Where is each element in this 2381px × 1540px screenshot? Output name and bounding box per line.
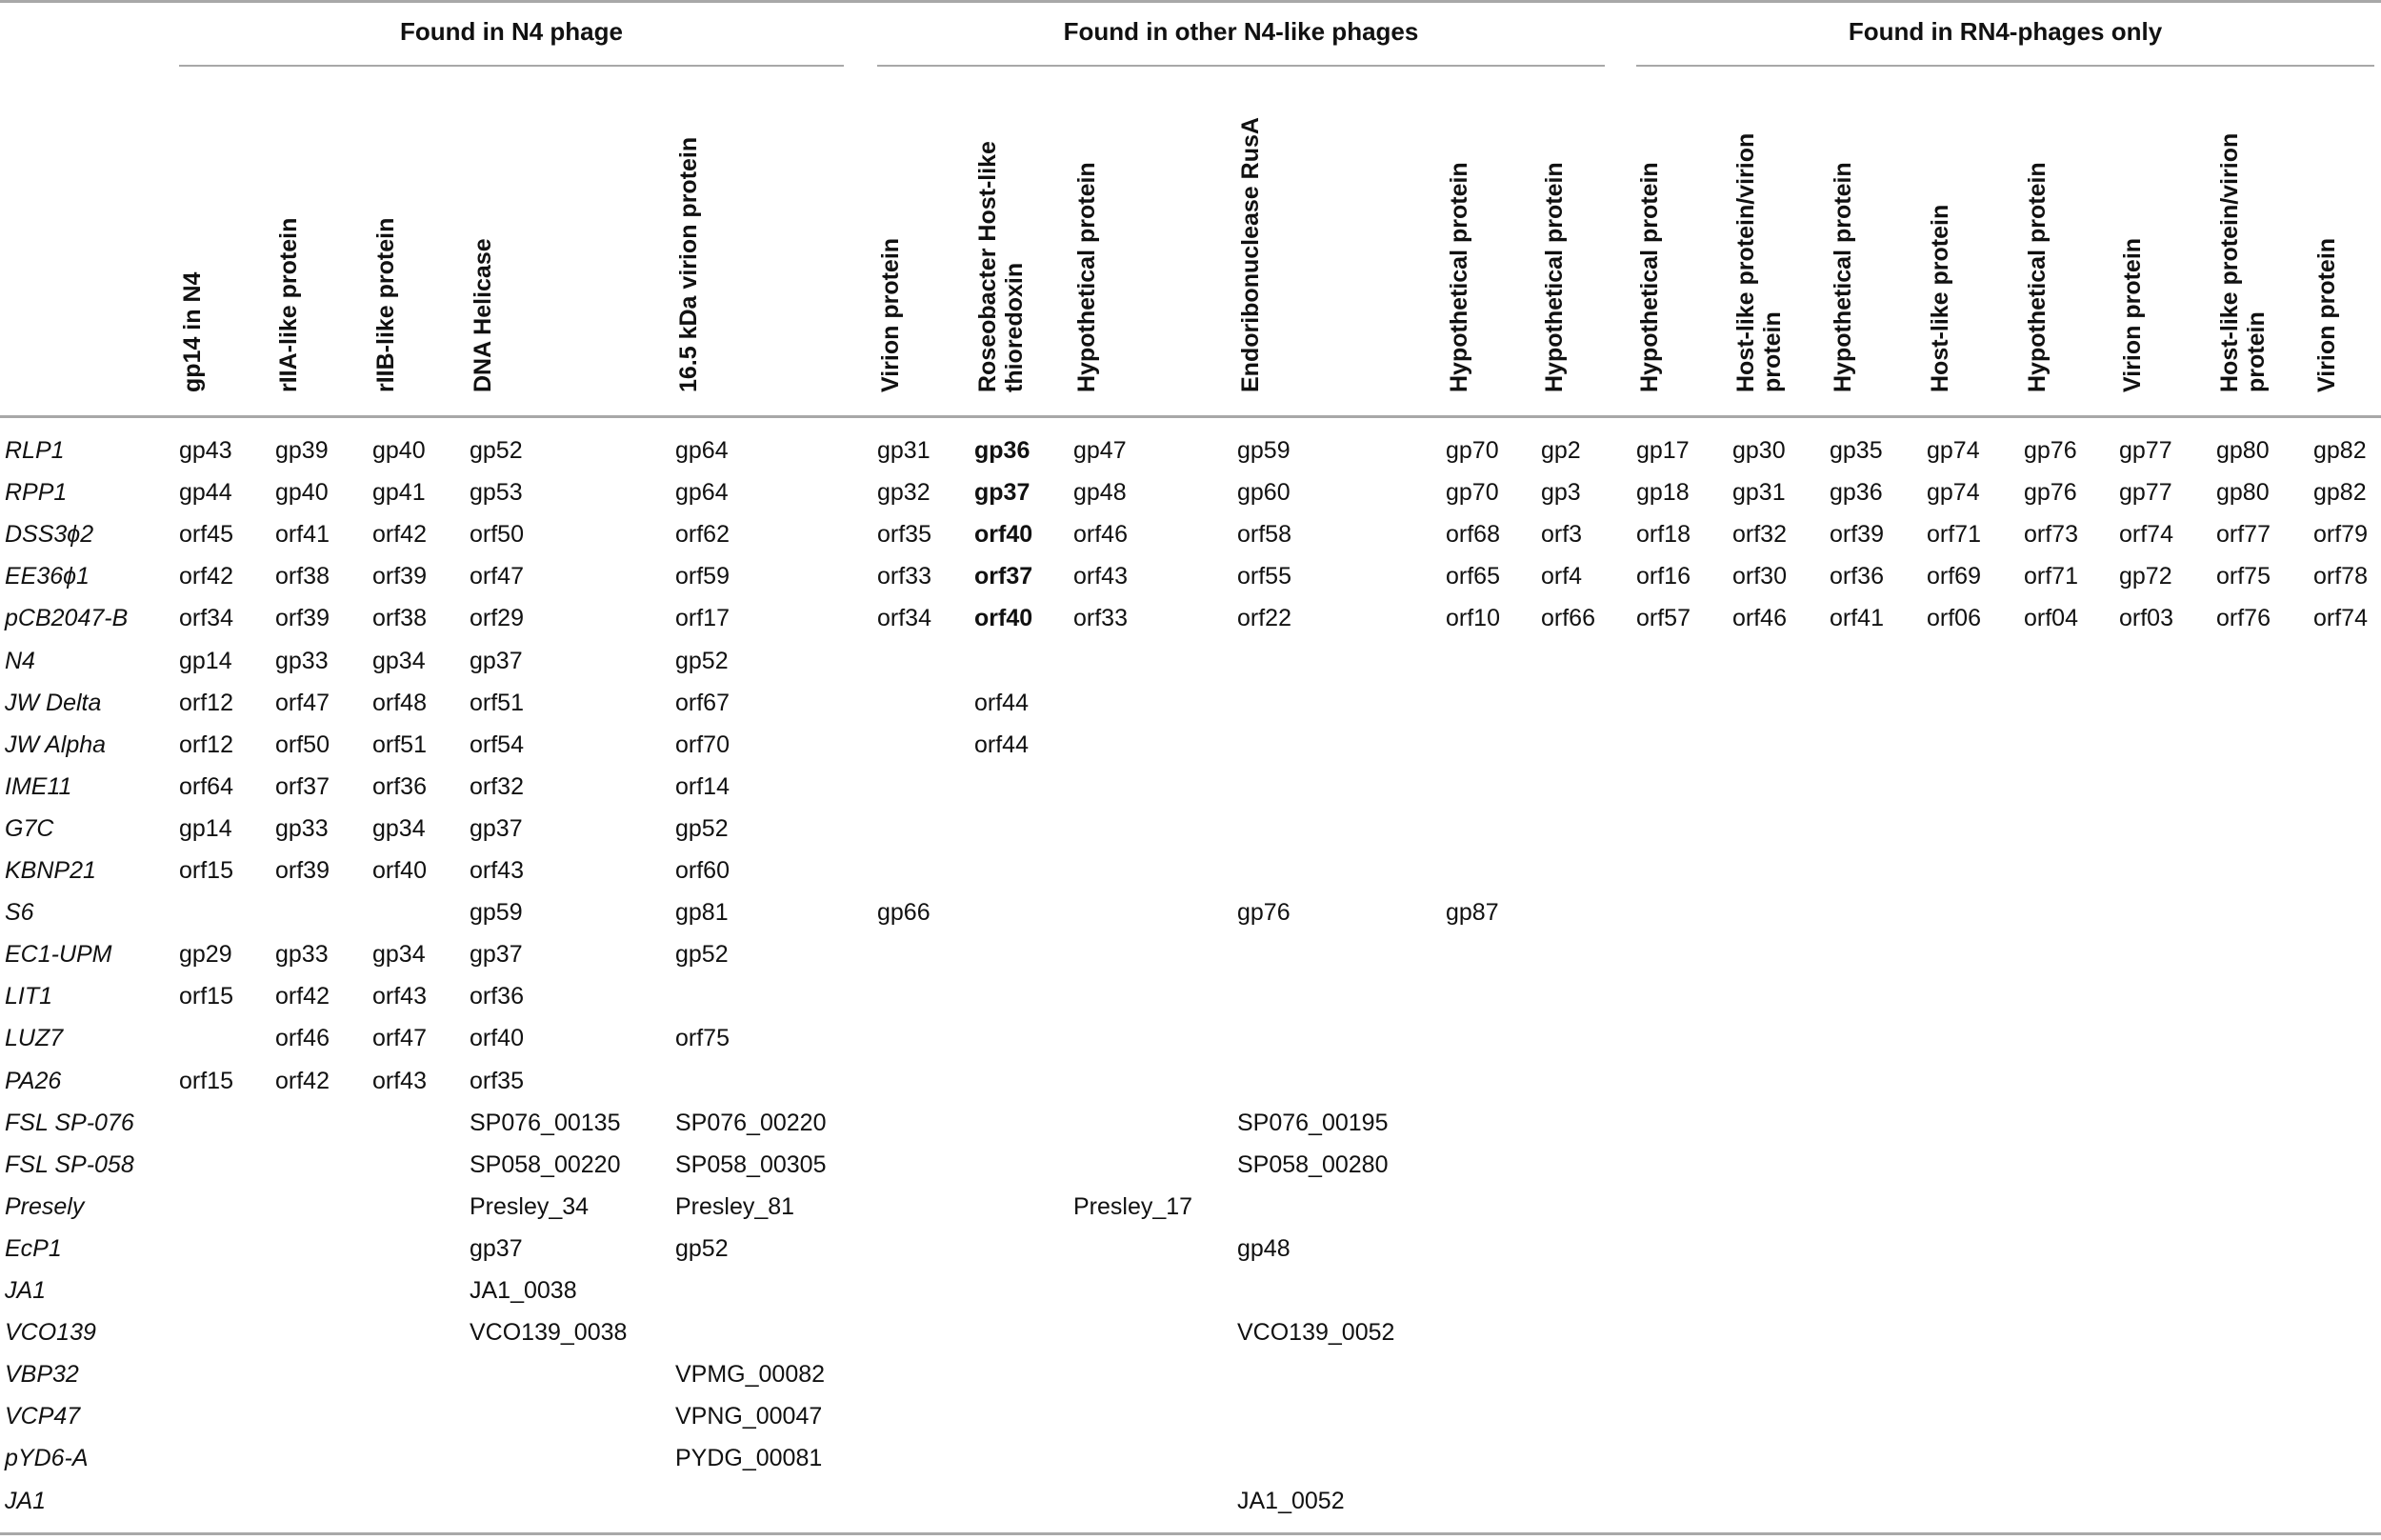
table-cell: orf15: [179, 1067, 233, 1094]
table-cell: orf75: [2216, 563, 2271, 590]
column-header: [1830, 71, 1856, 392]
table-cell: orf22: [1237, 605, 1291, 632]
table-cell: orf79: [2313, 521, 2368, 549]
table-cell: orf64: [179, 772, 233, 800]
table-cell: gp76: [2024, 479, 2077, 507]
table-cell: gp31: [1732, 479, 1786, 507]
row-label: LIT1: [5, 983, 53, 1010]
column-header-label: Host-like protein: [1927, 204, 1953, 392]
table-cell: orf77: [2216, 521, 2271, 549]
table-cell: orf42: [275, 983, 330, 1010]
table-cell: gp14: [179, 647, 232, 674]
table-cell: gp2: [1541, 437, 1581, 464]
table-cell: gp76: [1237, 899, 1291, 927]
table-cell: orf12: [179, 730, 233, 758]
table-cell: orf17: [675, 605, 730, 632]
table-cell: gp80: [2216, 479, 2270, 507]
table-cell: orf38: [372, 605, 427, 632]
table-cell: orf78: [2313, 563, 2368, 590]
table-cell: orf43: [372, 983, 427, 1010]
table-cell: gp44: [179, 479, 232, 507]
column-header: [1446, 71, 1472, 392]
column-header: [2313, 71, 2340, 392]
row-label: FSL SP-058: [5, 1150, 134, 1178]
table-cell: gp48: [1073, 479, 1127, 507]
table-cell: orf54: [470, 730, 524, 758]
table-cell: orf43: [1073, 563, 1128, 590]
row-label: IME11: [5, 772, 72, 800]
row-label: DSS3ϕ2: [5, 521, 94, 549]
table-cell: VPNG_00047: [675, 1403, 823, 1430]
column-header: [2119, 71, 2146, 392]
row-label: G7C: [5, 814, 54, 842]
table-cell: Presley_17: [1073, 1192, 1193, 1220]
table-cell: orf46: [1732, 605, 1787, 632]
table-cell: orf36: [1830, 563, 1884, 590]
table-cell: orf37: [275, 772, 330, 800]
table-cell: gp32: [877, 479, 930, 507]
table-cell: gp82: [2313, 479, 2367, 507]
table-cell: orf29: [470, 605, 524, 632]
table-cell: orf62: [675, 521, 730, 549]
table-cell: orf41: [1830, 605, 1884, 632]
table-cell: Presley_81: [675, 1192, 795, 1220]
table-cell: orf51: [372, 730, 427, 758]
table-cell: orf04: [2024, 605, 2078, 632]
table-cell: gp81: [675, 899, 729, 927]
table-cell: Presley_34: [470, 1192, 590, 1220]
table-cell: orf3: [1541, 521, 1583, 549]
row-label: N4: [5, 647, 35, 674]
table-cell: JA1_0038: [470, 1277, 577, 1304]
table-cell: orf44: [974, 730, 1029, 758]
column-header-label: Hypothetical protein: [1830, 162, 1856, 392]
bottom-rule: [0, 1532, 2381, 1535]
table-cell: gp52: [675, 1234, 729, 1262]
table-cell: orf71: [1927, 521, 1981, 549]
table-cell: orf40: [470, 1025, 524, 1052]
column-header-label: Hypothetical protein: [1541, 162, 1568, 392]
table-cell: gp87: [1446, 899, 1499, 927]
table-cell: orf42: [372, 521, 427, 549]
table-cell: orf18: [1636, 521, 1691, 549]
table-cell: orf74: [2313, 605, 2368, 632]
table-cell: gp33: [275, 941, 329, 969]
column-header: [675, 71, 702, 392]
table-cell: orf12: [179, 689, 233, 716]
column-header-label: Hypothetical protein: [1636, 162, 1663, 392]
table-cell: orf47: [275, 689, 330, 716]
table-cell: gp37: [470, 1234, 523, 1262]
table-cell: orf16: [1636, 563, 1691, 590]
column-header: [2216, 71, 2270, 392]
table-cell: gp37: [974, 479, 1030, 507]
table-cell: orf76: [2216, 605, 2271, 632]
table-cell: orf59: [675, 563, 730, 590]
column-header-label: DNA Helicase: [470, 238, 496, 392]
table-cell: gp17: [1636, 437, 1690, 464]
table-cell: gp59: [1237, 437, 1291, 464]
column-header-label: Virion protein: [877, 237, 904, 392]
table-cell: gp31: [877, 437, 930, 464]
table-cell: orf60: [675, 857, 730, 884]
column-header-label: Hypothetical protein: [1073, 162, 1100, 392]
table-cell: gp77: [2119, 437, 2172, 464]
table-cell: orf38: [275, 563, 330, 590]
table-cell: orf55: [1237, 563, 1291, 590]
column-header: [1541, 71, 1568, 392]
table-cell: gp30: [1732, 437, 1786, 464]
table-cell: gp37: [470, 814, 523, 842]
table-cell: gp52: [675, 941, 729, 969]
row-label: FSL SP-076: [5, 1109, 134, 1136]
row-label: EE36ϕ1: [5, 563, 90, 590]
table-cell: gp29: [179, 941, 232, 969]
table-cell: gp34: [372, 814, 426, 842]
table-cell: gp43: [179, 437, 232, 464]
table-cell: orf34: [877, 605, 931, 632]
table-cell: orf42: [275, 1067, 330, 1094]
column-header: [470, 71, 496, 392]
group-header-rn4-only: Found in RN4-phages only: [1848, 17, 2163, 46]
table-cell: orf15: [179, 983, 233, 1010]
table-cell: gp41: [372, 479, 426, 507]
table-cell: orf46: [1073, 521, 1128, 549]
table-cell: orf42: [179, 563, 233, 590]
table-cell: orf06: [1927, 605, 1981, 632]
column-header-label: Virion protein: [2313, 237, 2340, 392]
table-cell: orf47: [372, 1025, 427, 1052]
column-header: [372, 71, 399, 392]
table-cell: orf65: [1446, 563, 1500, 590]
table-cell: SP058_00305: [675, 1150, 827, 1178]
table-cell: gp40: [372, 437, 426, 464]
group-underline: [179, 65, 844, 67]
table-cell: VCO139_0038: [470, 1319, 628, 1347]
row-label: JW Delta: [5, 689, 102, 716]
table-cell: gp36: [1830, 479, 1883, 507]
row-label: JA1: [5, 1277, 47, 1304]
table-cell: gp3: [1541, 479, 1581, 507]
group-underline: [1636, 65, 2374, 67]
row-label: VCO139: [5, 1319, 96, 1347]
table-cell: gp35: [1830, 437, 1883, 464]
table-cell: orf32: [470, 772, 524, 800]
table-cell: orf33: [877, 563, 931, 590]
row-label: RPP1: [5, 479, 68, 507]
table-cell: gp66: [877, 899, 930, 927]
row-label: JW Alpha: [5, 730, 107, 758]
table-cell: gp33: [275, 814, 329, 842]
table-cell: gp70: [1446, 437, 1499, 464]
column-header-label: Hypothetical protein: [1446, 162, 1472, 392]
table-cell: gp18: [1636, 479, 1690, 507]
table-cell: orf40: [372, 857, 427, 884]
table-cell: orf35: [877, 521, 931, 549]
table-cell: gp40: [275, 479, 329, 507]
table-cell: orf36: [372, 772, 427, 800]
column-header-label: Roseobacter Host-like thioredoxin: [974, 141, 1028, 392]
group-header-other-n4-like: Found in other N4-like phages: [1063, 17, 1419, 46]
table-cell: orf15: [179, 857, 233, 884]
table-cell: gp52: [675, 647, 729, 674]
table-cell: orf40: [974, 521, 1033, 549]
table-cell: orf32: [1732, 521, 1787, 549]
table-cell: gp77: [2119, 479, 2172, 507]
table-cell: orf75: [675, 1025, 730, 1052]
table-cell: SP076_00220: [675, 1109, 827, 1136]
row-label: LUZ7: [5, 1025, 64, 1052]
table-cell: JA1_0052: [1237, 1487, 1345, 1514]
table-cell: orf44: [974, 689, 1029, 716]
column-header: [179, 71, 206, 392]
table-cell: SP076_00135: [470, 1109, 621, 1136]
column-header-label: rIIA-like protein: [275, 217, 302, 392]
table-cell: orf68: [1446, 521, 1500, 549]
table-cell: orf51: [470, 689, 524, 716]
column-header: [974, 71, 1028, 392]
column-header: [2024, 71, 2051, 392]
row-label: RLP1: [5, 437, 65, 464]
column-header-label: Virion protein: [2119, 237, 2146, 392]
table-cell: orf39: [275, 605, 330, 632]
table-cell: gp60: [1237, 479, 1291, 507]
table-cell: SP058_00280: [1237, 1150, 1389, 1178]
table-cell: orf41: [275, 521, 330, 549]
table-cell: orf14: [675, 772, 730, 800]
top-rule: [0, 0, 2381, 3]
column-header: [275, 71, 302, 392]
table-cell: gp34: [372, 941, 426, 969]
group-underline: [877, 65, 1605, 67]
header-rule: [0, 415, 2381, 418]
table-cell: orf34: [179, 605, 233, 632]
table-cell: orf33: [1073, 605, 1128, 632]
column-header: [1237, 71, 1264, 392]
column-header-label: 16.5 kDa virion protein: [675, 136, 702, 392]
row-label: Presely: [5, 1192, 85, 1220]
table-cell: gp80: [2216, 437, 2270, 464]
column-header: [1927, 71, 1953, 392]
table-cell: orf03: [2119, 605, 2173, 632]
row-label: PA26: [5, 1067, 62, 1094]
table-cell: orf70: [675, 730, 730, 758]
row-label: JA1: [5, 1487, 47, 1514]
column-header-label: Endoribonuclease RusA: [1237, 117, 1264, 392]
row-label: EC1-UPM: [5, 941, 112, 969]
table-cell: SP058_00220: [470, 1150, 621, 1178]
table-cell: SP076_00195: [1237, 1109, 1389, 1136]
table-cell: orf67: [675, 689, 730, 716]
table-cell: orf43: [372, 1067, 427, 1094]
table-cell: orf50: [470, 521, 524, 549]
table-cell: orf58: [1237, 521, 1291, 549]
table-cell: gp52: [470, 437, 523, 464]
table-cell: orf47: [470, 563, 524, 590]
table-cell: gp33: [275, 647, 329, 674]
table-cell: gp70: [1446, 479, 1499, 507]
row-label: S6: [5, 899, 34, 927]
row-label: KBNP21: [5, 857, 96, 884]
table-cell: orf4: [1541, 563, 1583, 590]
table-cell: orf40: [974, 605, 1033, 632]
table-cell: gp76: [2024, 437, 2077, 464]
column-header-label: Host-like protein/virion protein: [2216, 132, 2270, 392]
column-header-label: gp14 in N4: [179, 271, 206, 392]
table-cell: orf39: [1830, 521, 1884, 549]
row-label: pCB2047-B: [5, 605, 129, 632]
row-label: VBP32: [5, 1361, 79, 1389]
table-cell: gp82: [2313, 437, 2367, 464]
table-cell: PYDG_00081: [675, 1445, 823, 1472]
table-cell: orf39: [275, 857, 330, 884]
column-header: [1636, 71, 1663, 392]
table-cell: gp52: [675, 814, 729, 842]
table-cell: gp14: [179, 814, 232, 842]
table-cell: orf46: [275, 1025, 330, 1052]
table-cell: orf74: [2119, 521, 2173, 549]
table-cell: gp74: [1927, 479, 1980, 507]
table-cell: gp37: [470, 941, 523, 969]
table-cell: orf30: [1732, 563, 1787, 590]
table-cell: gp34: [372, 647, 426, 674]
column-header-label: Host-like protein/virion protein: [1732, 132, 1786, 392]
table-cell: VCO139_0052: [1237, 1319, 1395, 1347]
row-label: EcP1: [5, 1234, 62, 1262]
column-header-label: Hypothetical protein: [2024, 162, 2051, 392]
table-cell: gp37: [470, 647, 523, 674]
table-cell: orf71: [2024, 563, 2078, 590]
table-cell: orf10: [1446, 605, 1500, 632]
table-cell: gp36: [974, 437, 1030, 464]
table-cell: orf37: [974, 563, 1033, 590]
table-cell: orf50: [275, 730, 330, 758]
table-cell: gp39: [275, 437, 329, 464]
table-cell: orf36: [470, 983, 524, 1010]
table-cell: gp59: [470, 899, 523, 927]
row-label: pYD6-A: [5, 1445, 89, 1472]
table-cell: gp48: [1237, 1234, 1291, 1262]
table-cell: gp53: [470, 479, 523, 507]
column-header: [1073, 71, 1100, 392]
table-cell: VPMG_00082: [675, 1361, 826, 1389]
column-header: [877, 71, 904, 392]
table-cell: orf43: [470, 857, 524, 884]
table-cell: orf73: [2024, 521, 2078, 549]
table-cell: orf45: [179, 521, 233, 549]
table-cell: orf39: [372, 563, 427, 590]
table-cell: gp47: [1073, 437, 1127, 464]
table-cell: gp64: [675, 479, 729, 507]
group-header-n4: Found in N4 phage: [400, 17, 623, 46]
row-label: VCP47: [5, 1403, 81, 1430]
column-header-label: rIIB-like protein: [372, 217, 399, 392]
table-cell: orf69: [1927, 563, 1981, 590]
table-cell: gp64: [675, 437, 729, 464]
column-header: [1732, 71, 1786, 392]
table-cell: orf48: [372, 689, 427, 716]
table-cell: orf57: [1636, 605, 1691, 632]
table-cell: gp72: [2119, 563, 2172, 590]
table-cell: orf35: [470, 1067, 524, 1094]
table-cell: gp74: [1927, 437, 1980, 464]
table-cell: orf66: [1541, 605, 1595, 632]
